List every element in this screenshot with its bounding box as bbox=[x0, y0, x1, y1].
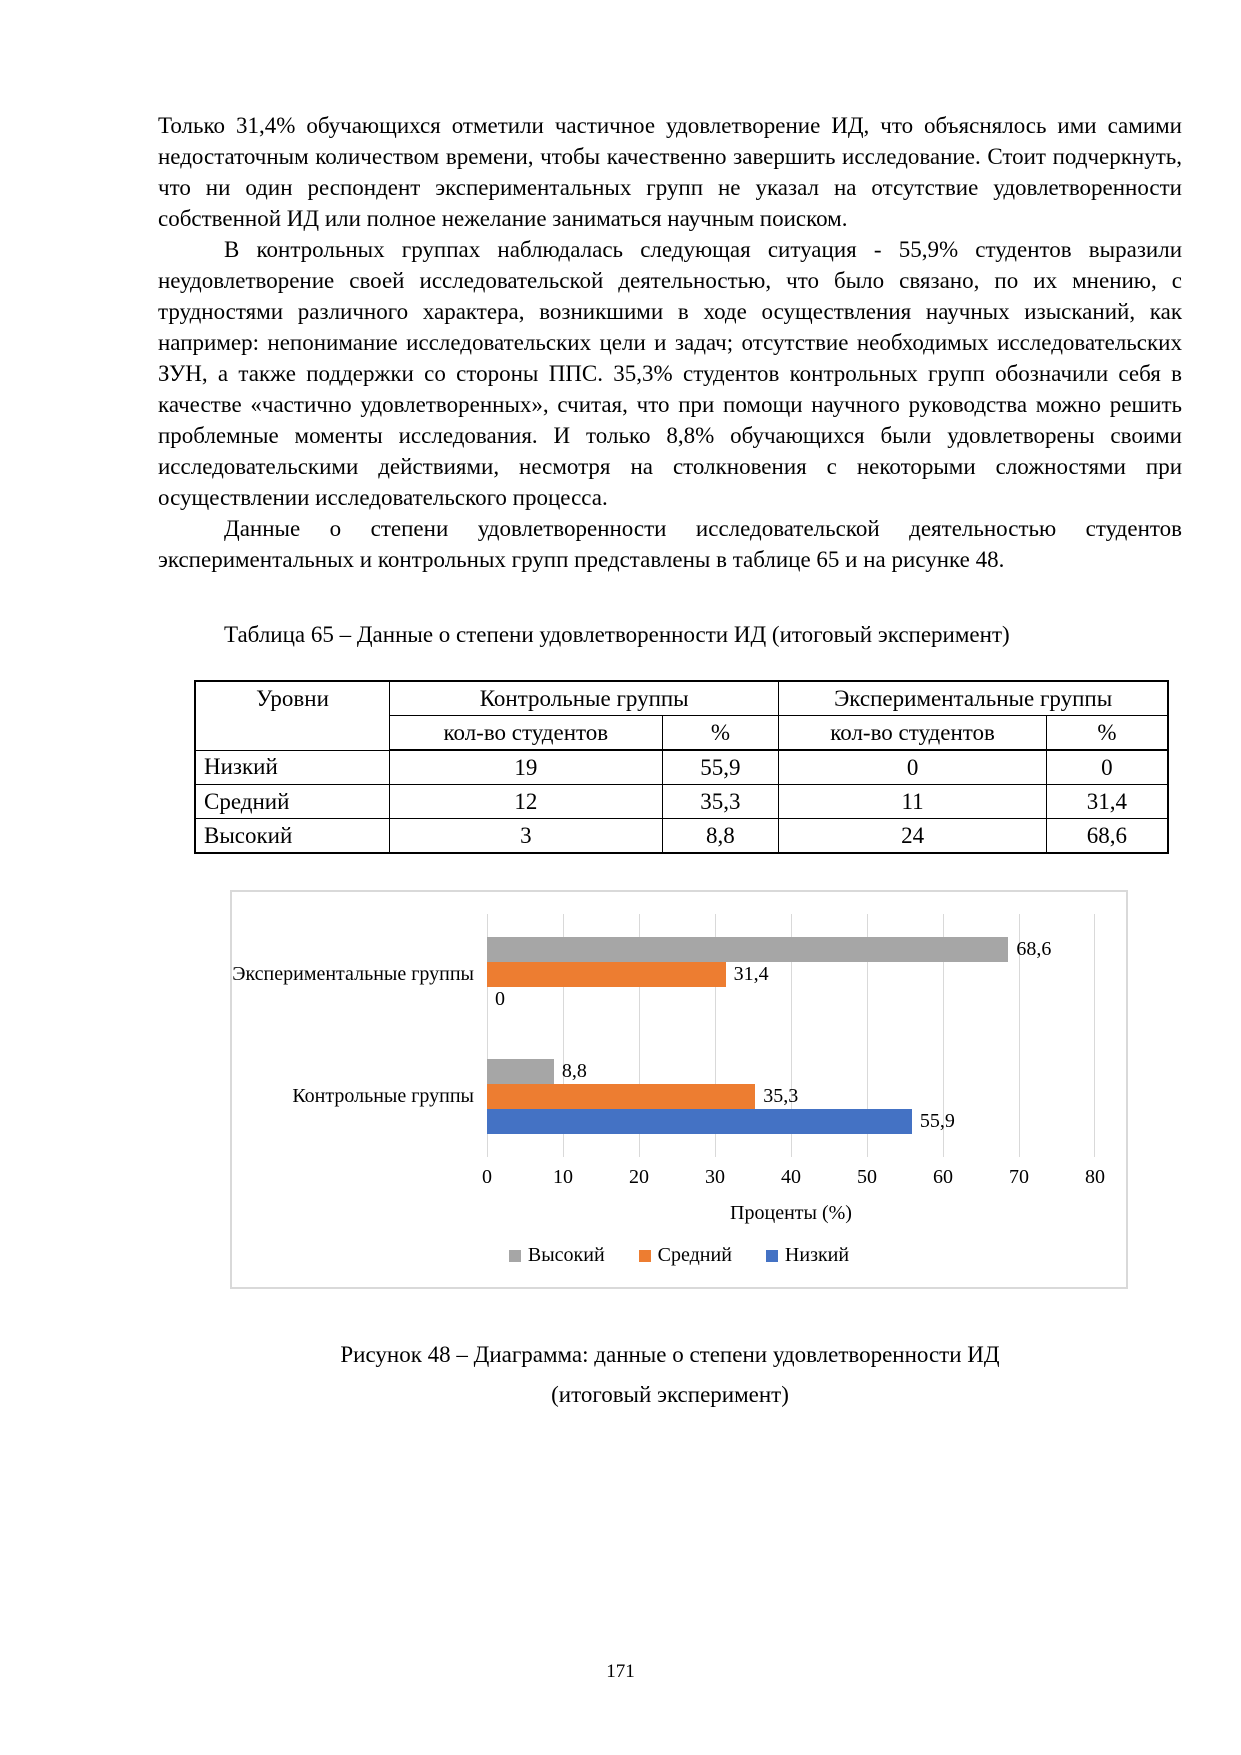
category-axis bbox=[232, 914, 487, 1157]
paragraph-3: Данные о степени удовлетворенности исследовательской деятельностью студентов экспериментальных и контрольных групп представлены в таблице 65 и на рисунке 48. bbox=[158, 516, 1182, 572]
paragraph-1: Только 31,4% обучающихся отметили частичное удовлетворение ИД, что объяснялось ими самими недостаточным количеством времени, чтобы качественно завершить исследование. Стоит подчеркнуть, что ни один респондент экспериментальных групп не указал на отсутствие удовлетворенности собственной ИД или полное нежелание заниматься научным поиском. bbox=[158, 113, 1182, 231]
subheader-count-control: кол-во студентов bbox=[390, 716, 662, 751]
header-control-group: Контрольные группы bbox=[390, 681, 779, 716]
bar-value-label: 31,4 bbox=[733, 963, 769, 986]
legend-swatch-orange bbox=[639, 1250, 651, 1262]
bar-value-label: 68,6 bbox=[1016, 938, 1052, 961]
level-label: Высокий bbox=[195, 819, 390, 854]
bar-chart bbox=[230, 890, 1128, 1289]
category-label-experimental: Экспериментальные группы bbox=[232, 963, 474, 986]
x-axis-title: Проценты (%) bbox=[730, 1202, 852, 1224]
bar-row bbox=[487, 1109, 1095, 1134]
table-cell: 31,4 bbox=[1046, 785, 1168, 819]
table-cell: 8,8 bbox=[662, 819, 779, 854]
legend-swatch-blue bbox=[766, 1250, 778, 1262]
page-number: 171 bbox=[606, 1661, 635, 1682]
legend-item-low bbox=[766, 1244, 849, 1267]
table-cell: 3 bbox=[390, 819, 662, 854]
legend-label: Средний bbox=[657, 1244, 732, 1266]
bar-row bbox=[487, 1059, 1095, 1084]
table-row bbox=[195, 750, 1168, 785]
bar-medium-experimental bbox=[487, 962, 726, 987]
table-header-row-groups bbox=[195, 681, 1168, 716]
x-axis-tick: 60 bbox=[933, 1166, 953, 1188]
bar-value-label: 0 bbox=[495, 988, 505, 1011]
bar-low-control bbox=[487, 1109, 912, 1134]
table-cell: 35,3 bbox=[662, 785, 779, 819]
table-cell: 55,9 bbox=[662, 750, 779, 785]
header-experimental-group: Экспериментальные группы bbox=[779, 681, 1168, 716]
level-label: Низкий bbox=[195, 750, 390, 785]
table-cell: 19 bbox=[390, 750, 662, 785]
table-cell: 0 bbox=[1046, 750, 1168, 785]
figure-caption-line1: Рисунок 48 – Диаграмма: данные о степени удовлетворенности ИД bbox=[340, 1342, 1000, 1367]
legend-label: Низкий bbox=[784, 1244, 850, 1266]
legend-item-high bbox=[509, 1244, 605, 1267]
legend-label: Высокий bbox=[527, 1244, 605, 1266]
body-text bbox=[158, 110, 1182, 575]
x-axis-tick: 0 bbox=[482, 1166, 492, 1188]
bar-value-label: 35,3 bbox=[763, 1084, 799, 1107]
figure-caption-line2: (итоговый эксперимент) bbox=[551, 1382, 789, 1407]
bar-row bbox=[487, 962, 1095, 987]
bar-row bbox=[487, 987, 1095, 1012]
figure-caption bbox=[158, 1335, 1182, 1415]
bar-row bbox=[487, 937, 1095, 962]
legend-item-medium bbox=[639, 1244, 732, 1267]
bar-group-experimental bbox=[487, 914, 1095, 1036]
bar-row bbox=[487, 1084, 1095, 1109]
table-cell: 11 bbox=[779, 785, 1047, 819]
chart-legend bbox=[232, 1244, 1126, 1267]
bar-high-control bbox=[487, 1059, 554, 1084]
legend-swatch-gray bbox=[509, 1250, 521, 1262]
subheader-percent-experimental: % bbox=[1046, 716, 1168, 751]
category-label-control: Контрольные группы bbox=[292, 1084, 474, 1107]
x-axis-tick: 20 bbox=[629, 1166, 649, 1188]
table-cell: 68,6 bbox=[1046, 819, 1168, 854]
x-axis-tick: 80 bbox=[1085, 1166, 1105, 1188]
paragraph-2: В контрольных группах наблюдалась следующая ситуация - 55,9% студентов выразили неудовлетворение своей исследовательской деятельностью, что было связано, по их мнению, с трудностями различного характера, возникшими в ходе осуществления научных изысканий, как например: непонимание исследовательских цели и задач; отсутствие необходимых исследовательских ЗУН, а также поддержки со стороны ППС. 35,3% студентов контрольных групп обозначили себя в качестве «частично удовлетворенных», считая, что при помощи научного руководства можно решить проблемные моменты исследования. И только 8,8% обучающихся были удовлетворены своими исследовательскими действиями, несмотря на столкновения с некоторыми сложностями при осуществлении исследовательского процесса. bbox=[158, 237, 1182, 510]
x-axis-ticks bbox=[482, 1166, 1105, 1190]
x-axis-tick: 40 bbox=[781, 1166, 801, 1188]
table-cell: 12 bbox=[390, 785, 662, 819]
x-axis-tick: 10 bbox=[553, 1166, 573, 1188]
data-table bbox=[194, 680, 1169, 854]
table-row bbox=[195, 819, 1168, 854]
table-cell: 0 bbox=[779, 750, 1047, 785]
x-axis-tick: 30 bbox=[705, 1166, 725, 1188]
bar-medium-control bbox=[487, 1084, 755, 1109]
level-label: Средний bbox=[195, 785, 390, 819]
bar-group-control bbox=[487, 1036, 1095, 1158]
table-caption: Таблица 65 – Данные о степени удовлетворенности ИД (итоговый эксперимент) bbox=[224, 622, 1010, 647]
bar-value-label: 55,9 bbox=[919, 1109, 955, 1132]
subheader-count-experimental: кол-во студентов bbox=[779, 716, 1047, 751]
x-axis-tick: 70 bbox=[1009, 1166, 1029, 1188]
x-axis-tick: 50 bbox=[857, 1166, 877, 1188]
chart-plot-area bbox=[487, 914, 1095, 1157]
header-levels: Уровни bbox=[195, 681, 390, 750]
table-row bbox=[195, 785, 1168, 819]
table-cell: 24 bbox=[779, 819, 1047, 854]
bar-high-experimental bbox=[487, 937, 1008, 962]
subheader-percent-control: % bbox=[662, 716, 779, 751]
bar-value-label: 8,8 bbox=[561, 1059, 587, 1082]
